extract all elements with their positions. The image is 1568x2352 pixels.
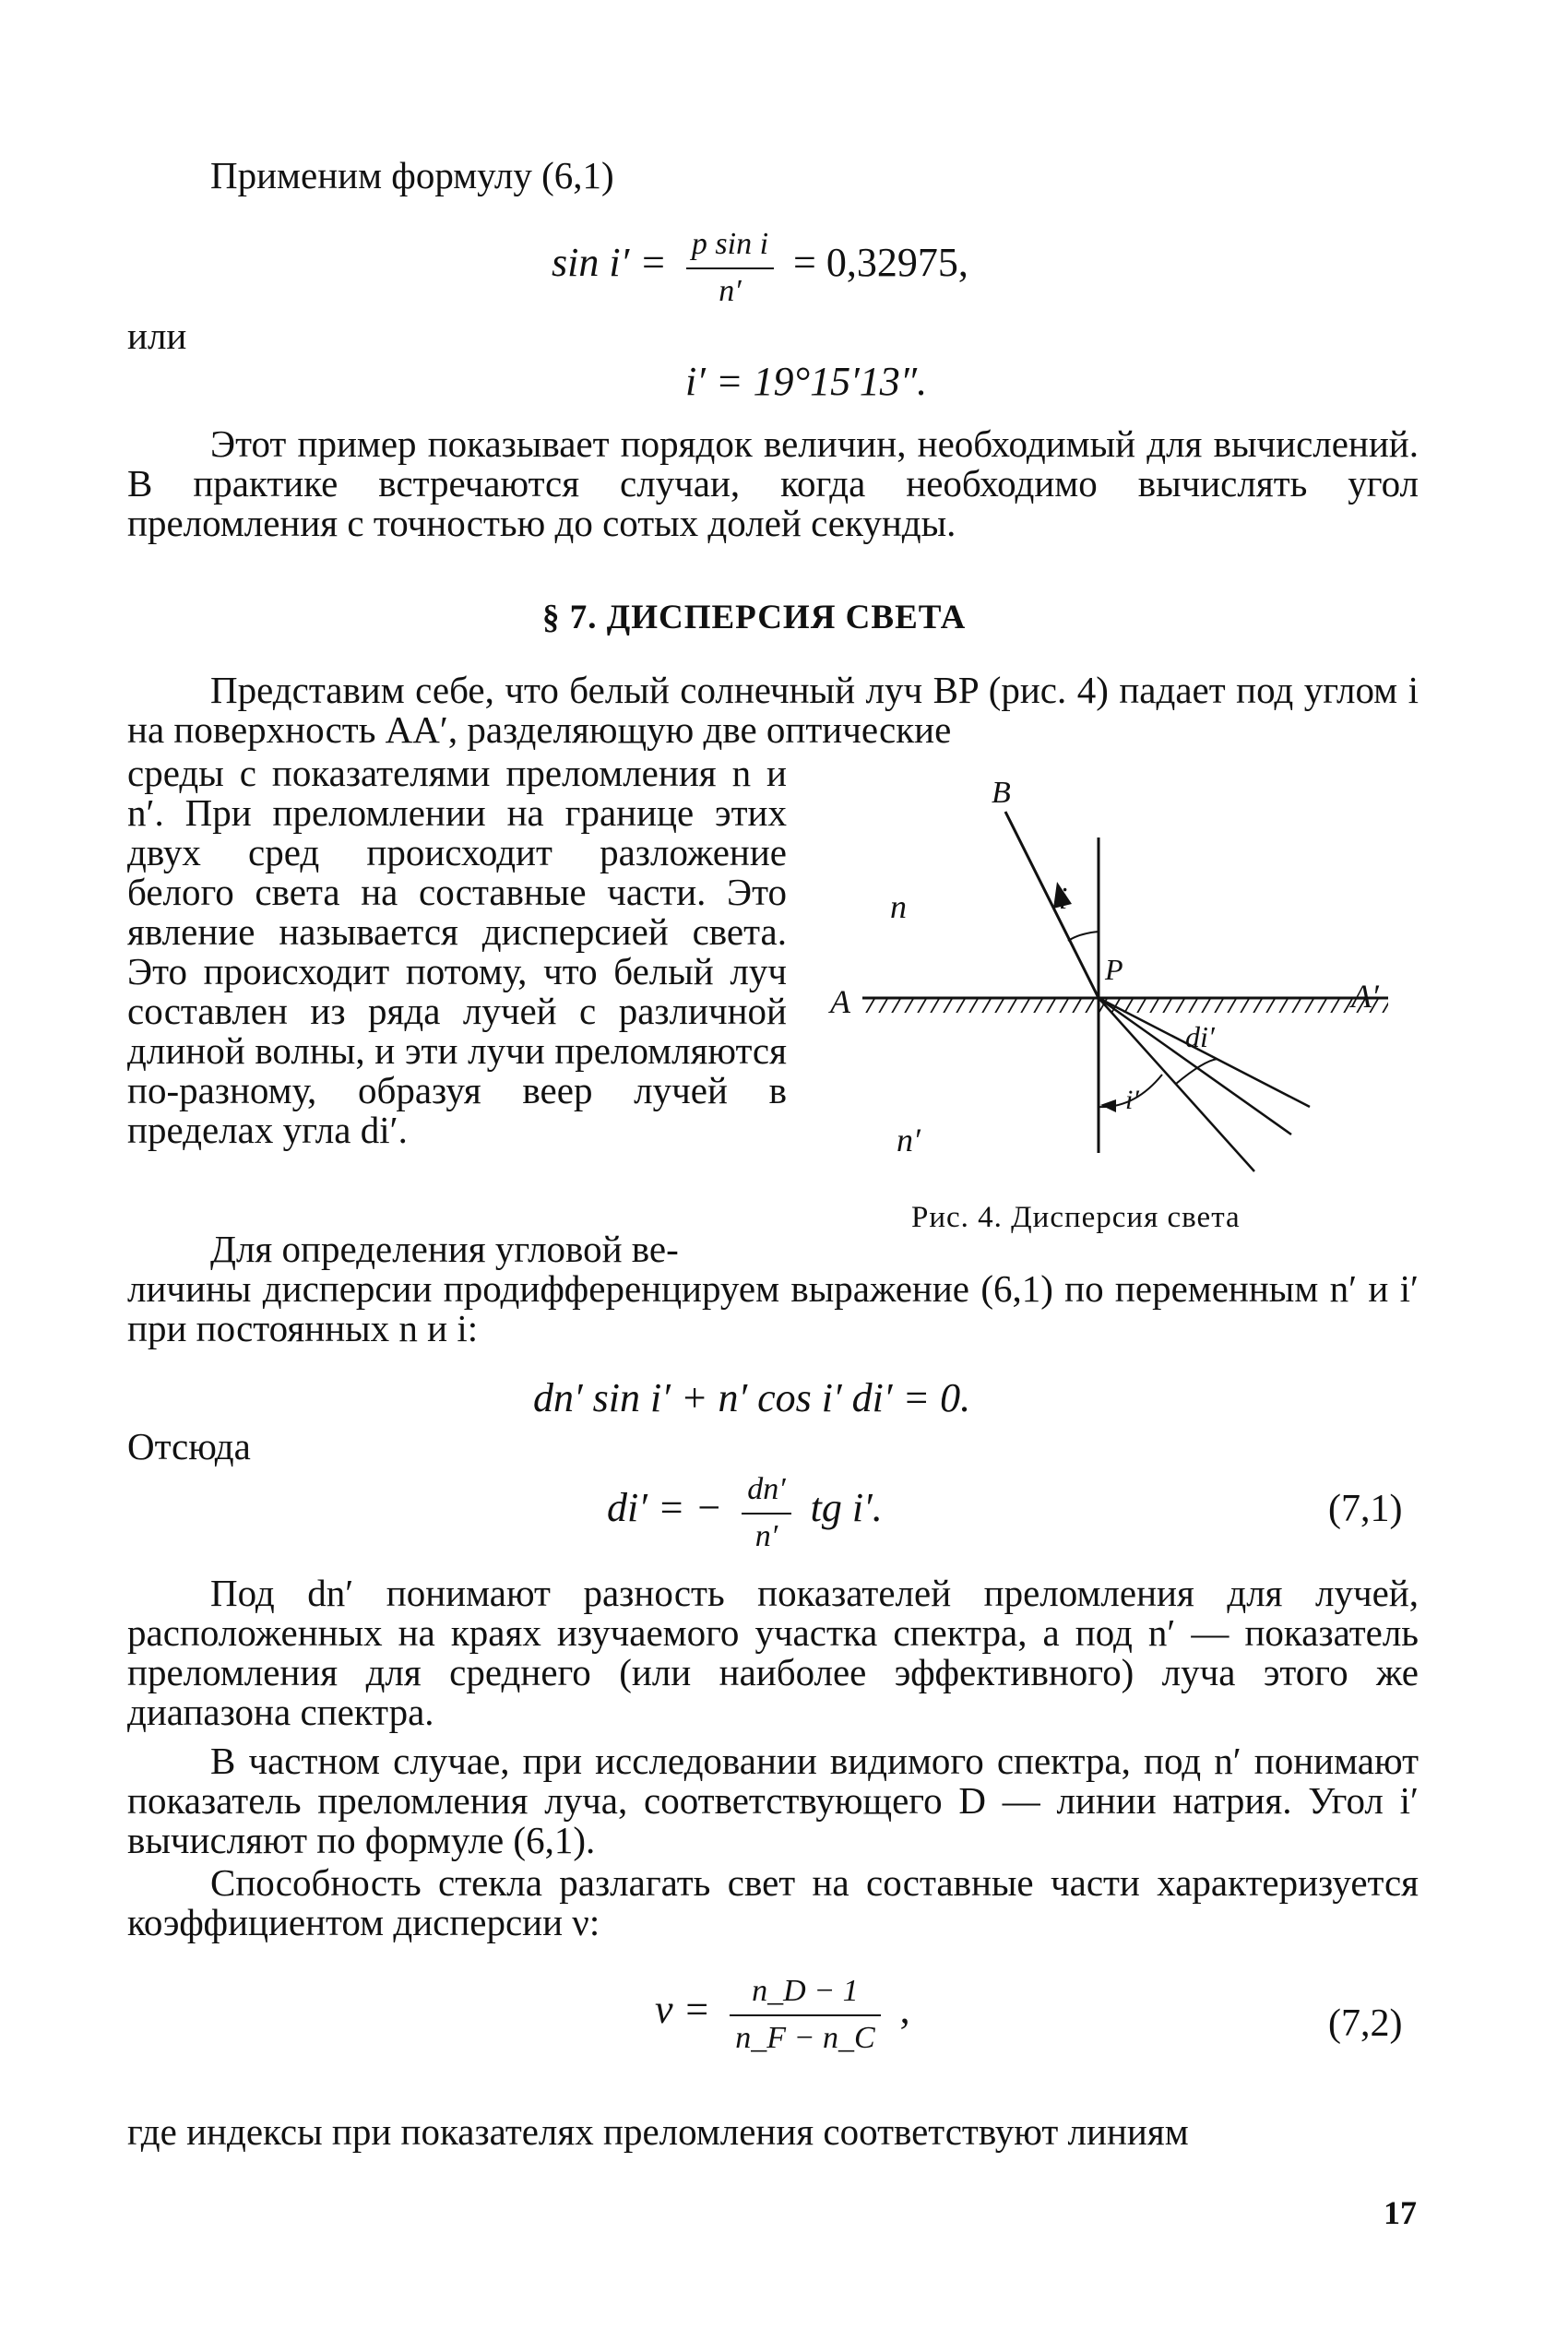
angle-i-arc: [1068, 932, 1099, 941]
paragraph-dn: Под dn′ понимают разность показателей преломления для лучей, расположенных на краях изучаемого участка спектра, а под n′ — показатель преломления для среднего (или наиболее эффективного) луча этого же диапазона спектра.: [127, 1572, 1419, 1733]
equation-7-1-denominator: n′: [754, 1519, 778, 1553]
equation-sin-fraction: [686, 223, 774, 310]
paragraph-differentiate-full: личины дисперсии продифференцируем выражение (6,1) по переменным n′ и i′ при постоянных n и i:: [127, 1267, 1419, 1349]
label-n: n: [890, 888, 907, 925]
equation-7-2-fraction: [730, 1970, 880, 2057]
label-n-prime: n′: [897, 1122, 921, 1158]
label-i: i: [1059, 882, 1068, 916]
paragraph-dispersion-full: Представим себе, что белый солнечный луч BP (рис. 4) падает под углом i на поверхность AA′, разделяющую две оптические: [127, 669, 1419, 751]
page-number: 17: [1384, 2194, 1417, 2231]
figure-dispersion: [812, 766, 1439, 1227]
equation-differential: dn′ sin i′ + n′ cos i′ di′ = 0.: [533, 1375, 971, 1420]
equation-7-1-number: (7,1): [1328, 1488, 1403, 1530]
equation-7-2-number: (7,2): [1328, 2002, 1403, 2045]
equation-sin-lhs: sin i′ =: [552, 240, 667, 286]
paragraph-dispersion-narrow: среды с показателями преломления n и n′. При преломлении на границе этих двух сред происходит разложение белого света на составные части. Это явление называется дисперсией света. Это происходит потому, что белый луч составлен из ряда лучей с различной длиной волны, и эти лучи преломляются по-разному, образуя веер лучей в пределах угла di′.: [127, 752, 787, 1151]
equation-sin-numerator: p sin i: [686, 223, 774, 269]
equation-7-1-numerator: dn′: [742, 1468, 790, 1515]
otsyuda-word: Отсюда: [127, 1425, 251, 1467]
label-A: A: [830, 983, 850, 1020]
refracted-ray-1: [1099, 998, 1254, 1171]
paragraph-example: Этот пример показывает порядок величин, необходимый для вычислений. В практике встречаются случаи, когда необходимо вычислять угол преломления с точностью до сотых долей секунды.: [127, 422, 1419, 544]
paragraph-last: где индексы при показателях преломления соответствуют линиям: [127, 2110, 1189, 2153]
equation-sin: [552, 223, 968, 310]
angle-di-arc: [1176, 1059, 1218, 1084]
equation-sin-rhs: = 0,32975,: [793, 240, 968, 286]
equation-7-2-lhs: ν =: [655, 1987, 711, 2033]
label-i-prime: i′: [1125, 1085, 1139, 1115]
incident-ray: [1005, 812, 1099, 998]
label-A-prime: A′: [1351, 978, 1379, 1015]
paragraph-differentiate-narrow: Для определения угловой ве-: [210, 1228, 679, 1270]
equation-7-1-fraction: [742, 1468, 790, 1555]
label-P: P: [1105, 953, 1123, 986]
equation-7-2-denominator: n_F − n_C: [735, 2021, 875, 2055]
equation-sin-denominator: n′: [719, 274, 742, 308]
angle-i-prime-arrow: [1100, 1099, 1116, 1112]
equation-7-2-numerator: n_D − 1: [730, 1970, 880, 2016]
ili-word: или: [127, 315, 187, 357]
intro-text: Применим формулу (6,1): [210, 154, 614, 196]
equation-7-1: [607, 1468, 883, 1555]
paragraph-coefficient: Способность стекла разлагать свет на составные части характеризуется коэффициентом дисперсии ν:: [127, 1861, 1419, 1943]
equation-7-1-lhs: di′ = −: [607, 1485, 723, 1531]
label-di-prime: di′: [1185, 1020, 1215, 1053]
section-heading: § 7. ДИСПЕРСИЯ СВЕТА: [542, 599, 967, 636]
equation-7-2-rhs: ,: [899, 1987, 910, 2033]
equation-7-2: [655, 1970, 910, 2057]
label-B: B: [992, 776, 1011, 810]
figure-caption: Рис. 4. Дисперсия света: [911, 1201, 1241, 1234]
paragraph-visible-spectrum: В частном случае, при исследовании видимого спектра, под n′ понимают показатель преломления луча, соответствующего D — линии натрия. Угол i′ вычисляют по формуле (6,1).: [127, 1740, 1419, 1861]
equation-7-1-rhs: tg i′.: [810, 1485, 883, 1531]
equation-angle: i′ = 19°15′13″.: [685, 359, 928, 404]
